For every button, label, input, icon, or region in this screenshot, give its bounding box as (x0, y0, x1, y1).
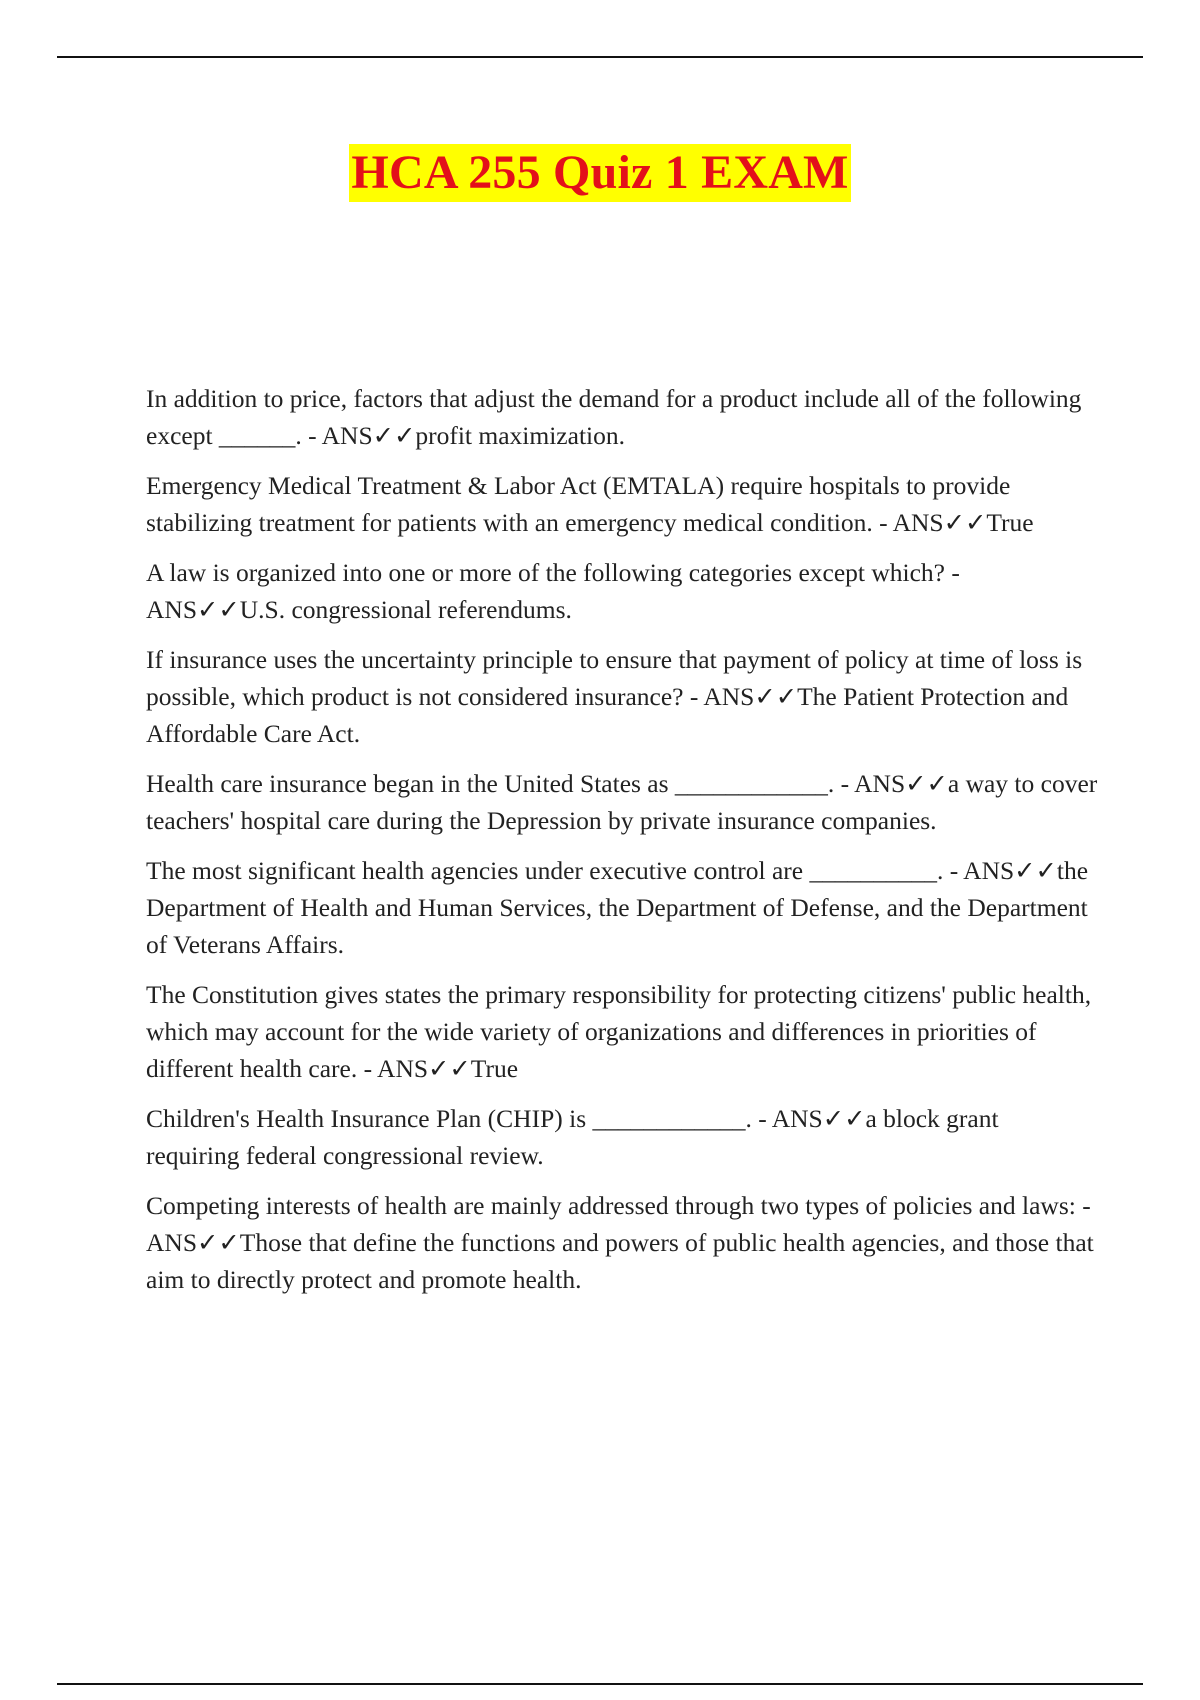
qa-item: Competing interests of health are mainly addressed through two types of policies and laws: - ANS✓✓Those that define the functions and powers of public health agencies, and those that aim to directly protect and promote health. (146, 1191, 1094, 1294)
top-divider (57, 56, 1143, 58)
bottom-divider (57, 1683, 1143, 1685)
title-container (0, 144, 1200, 202)
qa-item: Children's Health Insurance Plan (CHIP) is ____________. - ANS✓✓a block grant requiring federal congressional review. (146, 1104, 999, 1170)
question-answer-list (146, 380, 1098, 1311)
qa-item: The most significant health agencies under executive control are __________. - ANS✓✓the Department of Health and Human Services, the Department of Defense, and the Department of Veterans Affairs. (146, 856, 1089, 959)
qa-item: Health care insurance began in the United States as ____________. - ANS✓✓a way to cover teachers' hospital care during the Depression by private insurance companies. (146, 769, 1098, 835)
qa-item: The Constitution gives states the primary responsibility for protecting citizens' public health, which may account for the wide variety of organizations and differences in priorities of different health care. - ANS✓✓True (146, 980, 1092, 1083)
document-title: HCA 255 Quiz 1 EXAM (349, 144, 850, 202)
qa-item: In addition to price, factors that adjust the demand for a product include all of the following except ______. - ANS✓✓profit maximization. (146, 384, 1082, 450)
qa-item: A law is organized into one or more of the following categories except which? - ANS✓✓U.S. congressional referendums. (146, 558, 960, 624)
qa-item: If insurance uses the uncertainty principle to ensure that payment of policy at time of loss is possible, which product is not considered insurance? - ANS✓✓The Patient Protection and Affordable Care Act. (146, 645, 1083, 748)
qa-item: Emergency Medical Treatment & Labor Act (EMTALA) require hospitals to provide stabilizing treatment for patients with an emergency medical condition. - ANS✓✓True (146, 471, 1034, 537)
